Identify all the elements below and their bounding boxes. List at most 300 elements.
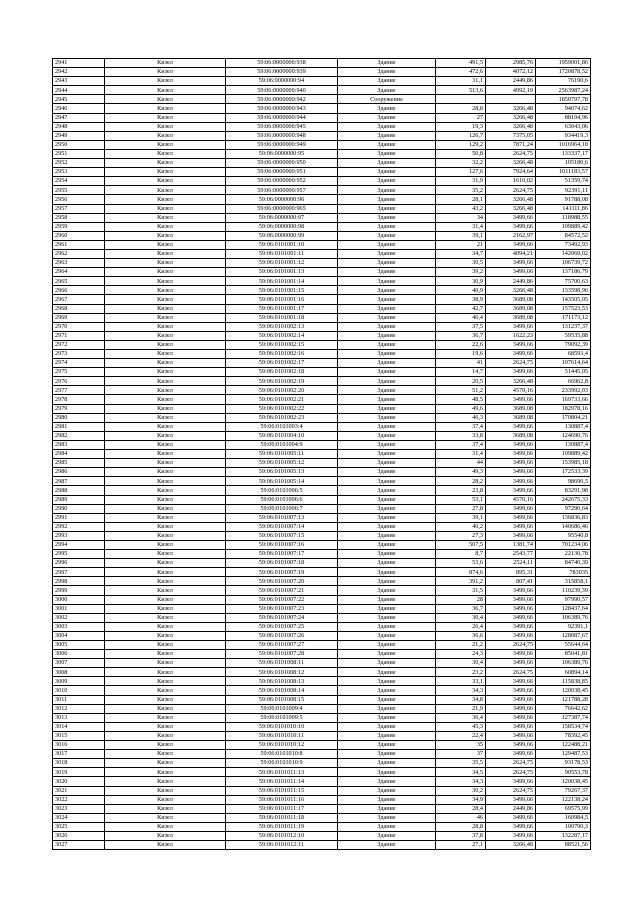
rate-cell: 3266,48 bbox=[486, 377, 536, 386]
object-type-cell: Здание bbox=[338, 350, 436, 359]
row-number-cell: 3011 bbox=[53, 695, 105, 704]
table-row bbox=[53, 540, 591, 549]
cadastral-number-cell: 59:06:0101010:8 bbox=[226, 750, 338, 759]
table-row bbox=[53, 595, 591, 604]
area-cell: 49,3 bbox=[436, 468, 486, 477]
table-row bbox=[53, 450, 591, 459]
area-cell: 27,3 bbox=[436, 531, 486, 540]
object-type-cell: Здание bbox=[338, 522, 436, 531]
object-type-cell: Здание bbox=[338, 795, 436, 804]
city-cell: Кизел bbox=[105, 586, 226, 595]
row-number-cell: 2944 bbox=[53, 86, 105, 95]
cadastral-number-cell: 59:06:0101004:9 bbox=[226, 440, 338, 449]
object-type-cell: Здание bbox=[338, 595, 436, 604]
row-number-cell: 2980 bbox=[53, 413, 105, 422]
area-cell: 41 bbox=[436, 359, 486, 368]
object-type-cell: Здание bbox=[338, 104, 436, 113]
row-number-cell: 2941 bbox=[53, 59, 105, 68]
object-type-cell: Здание bbox=[338, 631, 436, 640]
rate-cell: 3499,66 bbox=[486, 350, 536, 359]
area-cell: 39,2 bbox=[436, 268, 486, 277]
table-row bbox=[53, 704, 591, 713]
rate-cell: 2524,11 bbox=[486, 559, 536, 568]
object-type-cell: Здание bbox=[338, 368, 436, 377]
object-type-cell: Здание bbox=[338, 231, 436, 240]
row-number-cell: 2956 bbox=[53, 195, 105, 204]
rate-cell: 3499,66 bbox=[486, 595, 536, 604]
city-cell: Кизел bbox=[105, 722, 226, 731]
table-row bbox=[53, 304, 591, 313]
city-cell: Кизел bbox=[105, 550, 226, 559]
object-type-cell: Здание bbox=[338, 813, 436, 822]
area-cell: 27,1 bbox=[436, 841, 486, 850]
table-row bbox=[53, 350, 591, 359]
area-cell: 46,3 bbox=[436, 413, 486, 422]
area-cell: 507,5 bbox=[436, 540, 486, 549]
cadastral-value-cell: 157523,53 bbox=[536, 304, 591, 313]
object-type-cell: Здание bbox=[338, 722, 436, 731]
row-number-cell: 3003 bbox=[53, 622, 105, 631]
object-type-cell: Здание bbox=[338, 113, 436, 122]
rate-cell: 1622,23 bbox=[486, 331, 536, 340]
city-cell: Кизел bbox=[105, 295, 226, 304]
rate-cell: 3499,66 bbox=[486, 504, 536, 513]
table-row bbox=[53, 531, 591, 540]
object-type-cell: Здание bbox=[338, 359, 436, 368]
rate-cell: 3499,66 bbox=[486, 677, 536, 686]
city-cell: Кизел bbox=[105, 459, 226, 468]
rate-cell: 3499,66 bbox=[486, 368, 536, 377]
area-cell: 31,5 bbox=[436, 586, 486, 595]
area-cell: 20,5 bbox=[436, 377, 486, 386]
area-cell: 28,4 bbox=[436, 804, 486, 813]
table-row bbox=[53, 686, 591, 695]
cadastral-value-cell: 143505,05 bbox=[536, 295, 591, 304]
city-cell: Кизел bbox=[105, 350, 226, 359]
cadastral-number-cell: 59:06:0101010:11 bbox=[226, 731, 338, 740]
cadastral-value-cell: 79092,39 bbox=[536, 340, 591, 349]
city-cell: Кизел bbox=[105, 59, 226, 68]
area-cell: 34,3 bbox=[436, 777, 486, 786]
area-cell: 37 bbox=[436, 750, 486, 759]
cadastral-value-cell: 51445,05 bbox=[536, 368, 591, 377]
area-cell: 28 bbox=[436, 595, 486, 604]
cadastral-value-cell: 158534,74 bbox=[536, 722, 591, 731]
cadastral-value-cell: 2563987,24 bbox=[536, 86, 591, 95]
cadastral-value-cell: 132287,17 bbox=[536, 831, 591, 840]
city-cell: Кизел bbox=[105, 122, 226, 131]
table-row bbox=[53, 340, 591, 349]
cadastral-number-cell: 59:06:0101007:19 bbox=[226, 568, 338, 577]
area-cell: 23,2 bbox=[436, 668, 486, 677]
city-cell: Кизел bbox=[105, 395, 226, 404]
rate-cell: 3499,66 bbox=[486, 268, 536, 277]
table-row bbox=[53, 759, 591, 768]
cadastral-value-cell: 242675,33 bbox=[536, 495, 591, 504]
rate-cell: 4072,12 bbox=[486, 68, 536, 77]
area-cell: 38,9 bbox=[436, 295, 486, 304]
table-row bbox=[53, 377, 591, 386]
area-cell: 30,9 bbox=[436, 277, 486, 286]
row-number-cell: 2991 bbox=[53, 513, 105, 522]
rate-cell: 3499,66 bbox=[486, 586, 536, 595]
cadastral-number-cell: 59:06:0101007:27 bbox=[226, 641, 338, 650]
cadastral-number-cell: 59:06:0101007:16 bbox=[226, 540, 338, 549]
cadastral-number-cell: 59:06:0101005:14 bbox=[226, 477, 338, 486]
row-number-cell: 2995 bbox=[53, 550, 105, 559]
row-number-cell: 2953 bbox=[53, 168, 105, 177]
rate-cell: 3499,66 bbox=[486, 822, 536, 831]
object-type-cell: Здание bbox=[338, 531, 436, 540]
table-row bbox=[53, 149, 591, 158]
table-row bbox=[53, 586, 591, 595]
cadastral-number-cell: 59:06:0101002:19 bbox=[226, 377, 338, 386]
object-type-cell: Здание bbox=[338, 59, 436, 68]
cadastral-value-cell: 701234,06 bbox=[536, 540, 591, 549]
cadastral-number-cell: 59:06:0101006:5 bbox=[226, 486, 338, 495]
rate-cell: 3499,66 bbox=[486, 659, 536, 668]
area-cell: 19,3 bbox=[436, 122, 486, 131]
city-cell: Кизел bbox=[105, 168, 226, 177]
table-row bbox=[53, 295, 591, 304]
row-number-cell: 2966 bbox=[53, 286, 105, 295]
city-cell: Кизел bbox=[105, 704, 226, 713]
table-row bbox=[53, 477, 591, 486]
cadastral-value-cell: 127387,74 bbox=[536, 713, 591, 722]
city-cell: Кизел bbox=[105, 750, 226, 759]
city-cell: Кизел bbox=[105, 377, 226, 386]
area-cell: 30,5 bbox=[436, 259, 486, 268]
row-number-cell: 2973 bbox=[53, 350, 105, 359]
city-cell: Кизел bbox=[105, 841, 226, 850]
city-cell: Кизел bbox=[105, 622, 226, 631]
area-cell: 27,8 bbox=[436, 504, 486, 513]
cadastral-number-cell: 59:06:0101007:25 bbox=[226, 622, 338, 631]
cadastral-number-cell: 59:06:0101007:18 bbox=[226, 559, 338, 568]
cadastral-value-cell: 137186,79 bbox=[536, 268, 591, 277]
city-cell: Кизел bbox=[105, 86, 226, 95]
object-type-cell: Здание bbox=[338, 659, 436, 668]
table-row bbox=[53, 213, 591, 222]
object-type-cell: Здание bbox=[338, 204, 436, 213]
row-number-cell: 2962 bbox=[53, 249, 105, 258]
row-number-cell: 2994 bbox=[53, 540, 105, 549]
area-cell: 35,2 bbox=[436, 186, 486, 195]
table-row bbox=[53, 86, 591, 95]
cadastral-value-cell: 130887,4 bbox=[536, 422, 591, 431]
object-type-cell: Здание bbox=[338, 741, 436, 750]
object-type-cell: Здание bbox=[338, 686, 436, 695]
city-cell: Кизел bbox=[105, 77, 226, 86]
object-type-cell: Здание bbox=[338, 641, 436, 650]
area-cell: 21,2 bbox=[436, 641, 486, 650]
table-row bbox=[53, 768, 591, 777]
rate-cell: 3499,66 bbox=[486, 741, 536, 750]
rate-cell: 3266,48 bbox=[486, 159, 536, 168]
object-type-cell: Здание bbox=[338, 477, 436, 486]
rate-cell: 3689,08 bbox=[486, 431, 536, 440]
cadastral-value-cell: 120038,45 bbox=[536, 777, 591, 786]
rate-cell: 1381,74 bbox=[486, 540, 536, 549]
cadastral-number-cell: 59:06:0101001:10 bbox=[226, 240, 338, 249]
city-cell: Кизел bbox=[105, 813, 226, 822]
row-number-cell: 2981 bbox=[53, 422, 105, 431]
area-cell: 46,4 bbox=[436, 313, 486, 322]
table-row bbox=[53, 459, 591, 468]
area-cell: 37,4 bbox=[436, 422, 486, 431]
rate-cell: 807,41 bbox=[486, 577, 536, 586]
object-type-cell: Здание bbox=[338, 122, 436, 131]
object-type-cell: Здание bbox=[338, 313, 436, 322]
cadastral-number-cell: 59:06:0101007:24 bbox=[226, 613, 338, 622]
table-row bbox=[53, 140, 591, 149]
row-number-cell: 2975 bbox=[53, 368, 105, 377]
cadastral-value-cell: 120038,45 bbox=[536, 686, 591, 695]
row-number-cell: 3004 bbox=[53, 631, 105, 640]
row-number-cell: 3008 bbox=[53, 668, 105, 677]
cadastral-value-cell: 91788,08 bbox=[536, 195, 591, 204]
cadastral-number-cell: 59:06:0101006:6 bbox=[226, 495, 338, 504]
cadastral-number-cell: 59:06:0101007:14 bbox=[226, 522, 338, 531]
rate-cell: 3499,66 bbox=[486, 222, 536, 231]
rate-cell: 3499,66 bbox=[486, 213, 536, 222]
cadastral-number-cell: 59:06:0101010:10 bbox=[226, 722, 338, 731]
rate-cell: 3266,48 bbox=[486, 122, 536, 131]
cadastral-value-cell: 106389,76 bbox=[536, 613, 591, 622]
object-type-cell: Здание bbox=[338, 395, 436, 404]
object-type-cell: Здание bbox=[338, 731, 436, 740]
cadastral-number-cell: 59:06:0101012:11 bbox=[226, 841, 338, 850]
object-type-cell: Здание bbox=[338, 249, 436, 258]
city-cell: Кизел bbox=[105, 277, 226, 286]
rate-cell: 3499,66 bbox=[486, 704, 536, 713]
area-cell: 27 bbox=[436, 113, 486, 122]
area-cell: 24,3 bbox=[436, 650, 486, 659]
row-number-cell: 2996 bbox=[53, 559, 105, 568]
city-cell: Кизел bbox=[105, 404, 226, 413]
cadastral-number-cell: 59:06:0101001:13 bbox=[226, 268, 338, 277]
rate-cell: 3499,66 bbox=[486, 422, 536, 431]
cadastral-value-cell: 160984,5 bbox=[536, 813, 591, 822]
cadastral-number-cell: 59:06:0000000:945 bbox=[226, 122, 338, 131]
object-type-cell: Здание bbox=[338, 677, 436, 686]
city-cell: Кизел bbox=[105, 513, 226, 522]
city-cell: Кизел bbox=[105, 604, 226, 613]
cadastral-value-cell: 98690,5 bbox=[536, 477, 591, 486]
area-cell: 36,7 bbox=[436, 604, 486, 613]
cadastral-value-cell: 182978,16 bbox=[536, 404, 591, 413]
city-cell: Кизел bbox=[105, 786, 226, 795]
cadastral-number-cell: 59:06:0101008:13 bbox=[226, 677, 338, 686]
rate-cell: 2624,75 bbox=[486, 149, 536, 158]
object-type-cell: Здание bbox=[338, 77, 436, 86]
cadastral-number-cell: 59:06:0101002:23 bbox=[226, 413, 338, 422]
city-cell: Кизел bbox=[105, 731, 226, 740]
row-number-cell: 3024 bbox=[53, 813, 105, 822]
row-number-cell: 2951 bbox=[53, 149, 105, 158]
cadastral-value-cell: 128437,64 bbox=[536, 604, 591, 613]
object-type-cell: Здание bbox=[338, 422, 436, 431]
city-cell: Кизел bbox=[105, 668, 226, 677]
cadastral-value-cell: 169733,66 bbox=[536, 395, 591, 404]
object-type-cell: Здание bbox=[338, 759, 436, 768]
table-row bbox=[53, 495, 591, 504]
cadastral-number-cell: 59:06:0000000:948 bbox=[226, 131, 338, 140]
row-number-cell: 3010 bbox=[53, 686, 105, 695]
area-cell: 21 bbox=[436, 240, 486, 249]
table-row bbox=[53, 813, 591, 822]
cadastral-number-cell: 59:06:0101012:10 bbox=[226, 831, 338, 840]
cadastral-value-cell: 92391,1 bbox=[536, 622, 591, 631]
cadastral-number-cell: 59:06:0101010:12 bbox=[226, 741, 338, 750]
row-number-cell: 2974 bbox=[53, 359, 105, 368]
cadastral-value-cell: 69575,99 bbox=[536, 804, 591, 813]
object-type-cell: Здание bbox=[338, 268, 436, 277]
object-type-cell: Здание bbox=[338, 213, 436, 222]
object-type-cell: Здание bbox=[338, 704, 436, 713]
table-body bbox=[53, 59, 591, 850]
city-cell: Кизел bbox=[105, 331, 226, 340]
area-cell: 22,4 bbox=[436, 731, 486, 740]
row-number-cell: 2988 bbox=[53, 486, 105, 495]
table-row bbox=[53, 368, 591, 377]
city-cell: Кизел bbox=[105, 677, 226, 686]
object-type-cell: Здание bbox=[338, 650, 436, 659]
city-cell: Кизел bbox=[105, 149, 226, 158]
cadastral-value-cell: 133337,17 bbox=[536, 149, 591, 158]
cadastral-value-cell: 76190,6 bbox=[536, 77, 591, 86]
cadastral-value-cell: 66962,8 bbox=[536, 377, 591, 386]
cadastral-value-cell: 133598,96 bbox=[536, 286, 591, 295]
object-type-cell: Здание bbox=[338, 413, 436, 422]
table-row bbox=[53, 249, 591, 258]
city-cell: Кизел bbox=[105, 413, 226, 422]
area-cell: 31,4 bbox=[436, 222, 486, 231]
rate-cell: 2985,76 bbox=[486, 59, 536, 68]
cadastral-number-cell: 59:06:0000000:95 bbox=[226, 149, 338, 158]
object-type-cell: Здание bbox=[338, 841, 436, 850]
table-row bbox=[53, 277, 591, 286]
cadastral-number-cell: 59:06:0000000:939 bbox=[226, 68, 338, 77]
cadastral-value-cell: 315858,1 bbox=[536, 577, 591, 586]
row-number-cell: 2983 bbox=[53, 440, 105, 449]
object-type-cell: Здание bbox=[338, 404, 436, 413]
table-row bbox=[53, 222, 591, 231]
area-cell: 127,6 bbox=[436, 168, 486, 177]
cadastral-value-cell: 97990,57 bbox=[536, 595, 591, 604]
cadastral-number-cell: 59:06:0101007:17 bbox=[226, 550, 338, 559]
cadastral-value-cell: 59535,88 bbox=[536, 331, 591, 340]
city-cell: Кизел bbox=[105, 540, 226, 549]
table-row bbox=[53, 559, 591, 568]
rate-cell: 3499,66 bbox=[486, 777, 536, 786]
row-number-cell: 3015 bbox=[53, 731, 105, 740]
cadastral-number-cell: 59:06:0101004:10 bbox=[226, 431, 338, 440]
cadastral-value-cell: 90553,78 bbox=[536, 768, 591, 777]
row-number-cell: 3005 bbox=[53, 641, 105, 650]
area-cell: 45,3 bbox=[436, 722, 486, 731]
rate-cell: 3499,66 bbox=[486, 695, 536, 704]
cadastral-number-cell: 59:06:0101001:16 bbox=[226, 295, 338, 304]
cadastral-number-cell: 59:06:0000000:965 bbox=[226, 204, 338, 213]
cadastral-number-cell: 59:06:0101009:5 bbox=[226, 713, 338, 722]
city-cell: Кизел bbox=[105, 104, 226, 113]
row-number-cell: 2990 bbox=[53, 504, 105, 513]
rate-cell: 3689,08 bbox=[486, 404, 536, 413]
cadastral-number-cell: 59:06:0000000:944 bbox=[226, 113, 338, 122]
table-row bbox=[53, 522, 591, 531]
cadastral-number-cell: 59:06:0101001:18 bbox=[226, 313, 338, 322]
table-row bbox=[53, 231, 591, 240]
object-type-cell: Здание bbox=[338, 304, 436, 313]
city-cell: Кизел bbox=[105, 759, 226, 768]
cadastral-number-cell: 59:06:0101007:26 bbox=[226, 631, 338, 640]
city-cell: Кизел bbox=[105, 322, 226, 331]
row-number-cell: 2948 bbox=[53, 122, 105, 131]
rate-cell: 3499,66 bbox=[486, 722, 536, 731]
rate-cell: 3499,66 bbox=[486, 731, 536, 740]
rate-cell: 7871,24 bbox=[486, 140, 536, 149]
city-cell: Кизел bbox=[105, 440, 226, 449]
table-row bbox=[53, 168, 591, 177]
object-type-cell: Здание bbox=[338, 777, 436, 786]
table-row bbox=[53, 695, 591, 704]
rate-cell: 2624,75 bbox=[486, 768, 536, 777]
city-cell: Кизел bbox=[105, 686, 226, 695]
area-cell: 21,9 bbox=[436, 704, 486, 713]
rate-cell: 3499,66 bbox=[486, 686, 536, 695]
row-number-cell: 2971 bbox=[53, 331, 105, 340]
cadastral-number-cell: 59:06:0101011:18 bbox=[226, 813, 338, 822]
row-number-cell: 3016 bbox=[53, 741, 105, 750]
object-type-cell: Здание bbox=[338, 386, 436, 395]
row-number-cell: 2968 bbox=[53, 304, 105, 313]
city-cell: Кизел bbox=[105, 240, 226, 249]
cadastral-number-cell: 59:06:0000000:94 bbox=[226, 77, 338, 86]
area-cell: 30,4 bbox=[436, 659, 486, 668]
object-type-cell: Здание bbox=[338, 695, 436, 704]
object-type-cell: Здание bbox=[338, 140, 436, 149]
cadastral-number-cell: 59:06:0101002:18 bbox=[226, 368, 338, 377]
table-row bbox=[53, 731, 591, 740]
rate-cell: 4570,16 bbox=[486, 386, 536, 395]
rate-cell: 3499,66 bbox=[486, 240, 536, 249]
row-number-cell: 2979 bbox=[53, 404, 105, 413]
row-number-cell: 3021 bbox=[53, 786, 105, 795]
cadastral-number-cell: 59:06:0000000:98 bbox=[226, 222, 338, 231]
rate-cell: 2162,97 bbox=[486, 231, 536, 240]
object-type-cell: Здание bbox=[338, 168, 436, 177]
table-row bbox=[53, 822, 591, 831]
city-cell: Кизел bbox=[105, 804, 226, 813]
table-row bbox=[53, 513, 591, 522]
cadastral-number-cell: 59:06:0101002:21 bbox=[226, 395, 338, 404]
row-number-cell: 2987 bbox=[53, 477, 105, 486]
cadastral-value-cell: 60894,14 bbox=[536, 668, 591, 677]
city-cell: Кизел bbox=[105, 231, 226, 240]
cadastral-number-cell: 59:06:0101005:13 bbox=[226, 468, 338, 477]
table-row bbox=[53, 750, 591, 759]
cadastral-number-cell: 59:06:0000000:96 bbox=[226, 195, 338, 204]
cadastral-value-cell: 78392,45 bbox=[536, 731, 591, 740]
row-number-cell: 2985 bbox=[53, 459, 105, 468]
cadastral-value-cell: 129487,53 bbox=[536, 750, 591, 759]
row-number-cell: 2989 bbox=[53, 495, 105, 504]
cadastral-number-cell: 59:06:0101002:17 bbox=[226, 359, 338, 368]
city-cell: Кизел bbox=[105, 268, 226, 277]
rate-cell: 3499,66 bbox=[486, 813, 536, 822]
cadastral-value-cell: 172533,39 bbox=[536, 468, 591, 477]
